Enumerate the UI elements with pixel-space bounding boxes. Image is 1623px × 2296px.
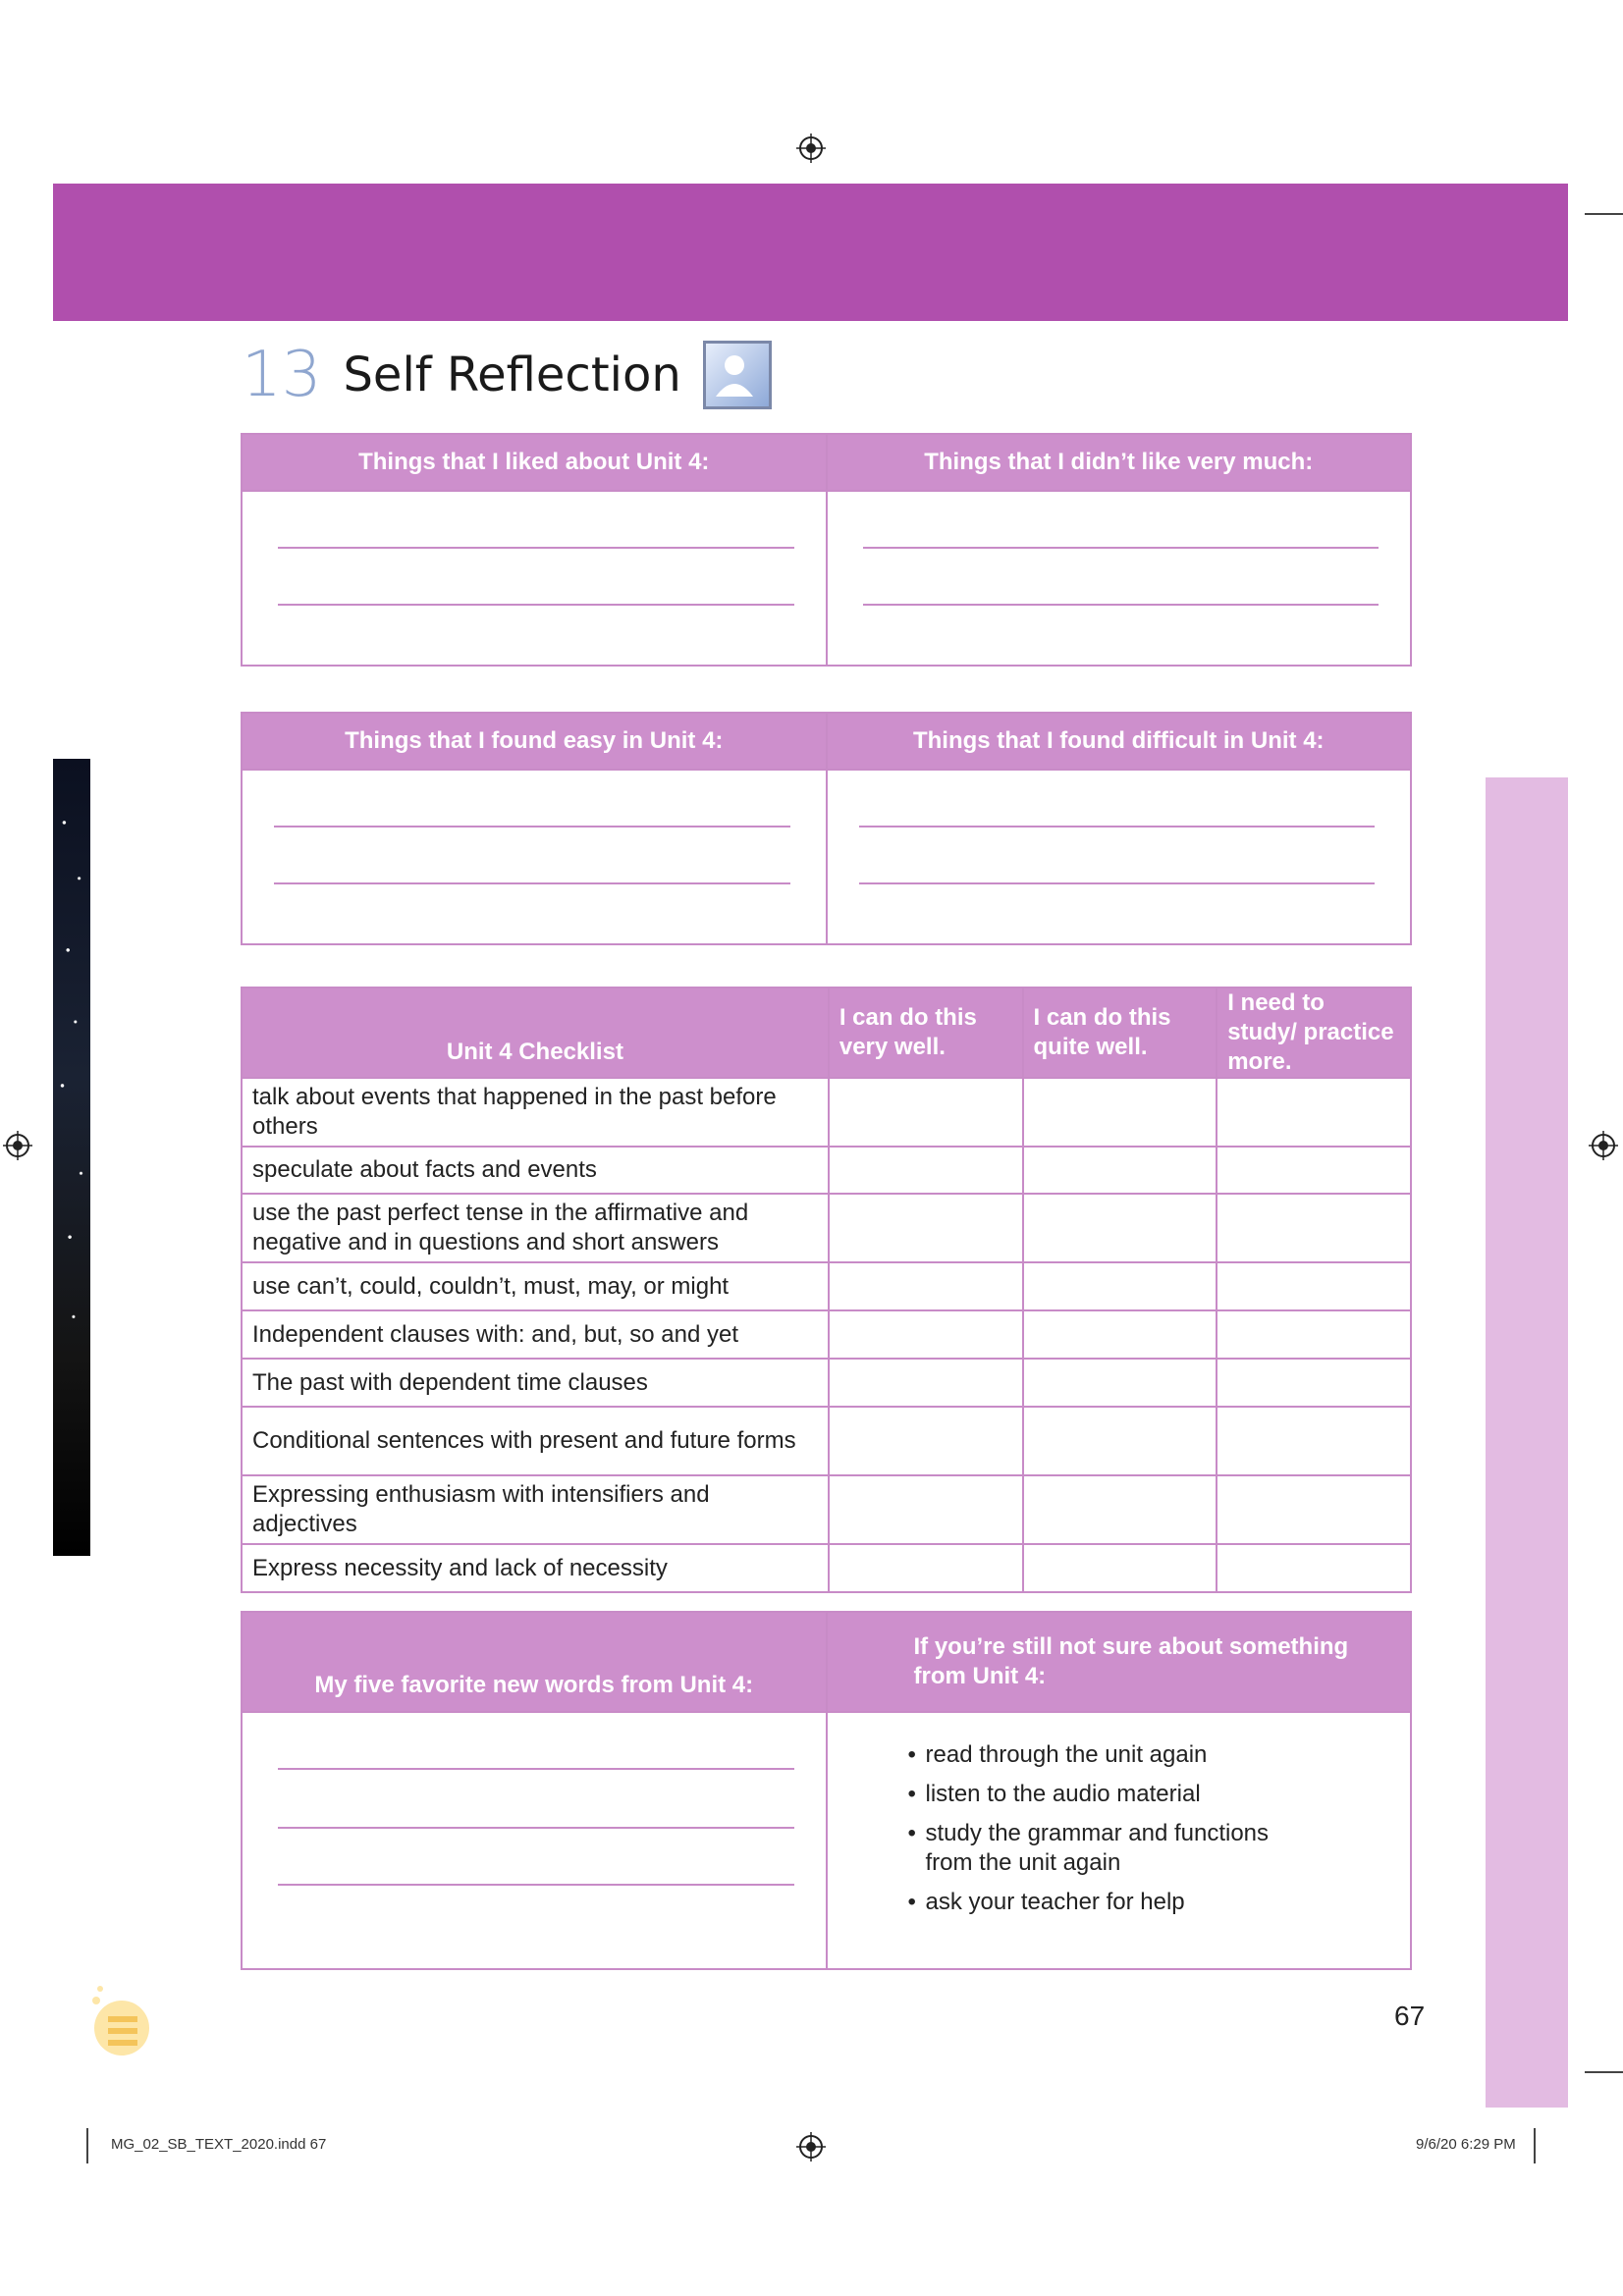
easy-difficult-table: [241, 712, 1412, 945]
registration-mark-icon: [3, 1131, 32, 1160]
writing-line: [278, 604, 794, 606]
checklist-item: The past with dependent time clauses: [242, 1359, 829, 1407]
writing-line: [859, 882, 1376, 884]
writing-line: [278, 1827, 794, 1829]
checklist-item: use can’t, could, couldn’t, must, may, or might: [242, 1262, 829, 1310]
check-cell[interactable]: [1217, 1407, 1411, 1475]
writing-line: [863, 547, 1380, 549]
checklist-item: Express necessity and lack of necessity: [242, 1544, 829, 1592]
col-study-more-header: I need to study/ practice more.: [1217, 988, 1411, 1078]
registration-mark-icon: [796, 2132, 826, 2162]
table-row: [242, 1544, 1411, 1592]
file-slug: MG_02_SB_TEXT_2020.indd 67: [111, 2136, 327, 2153]
check-cell[interactable]: [1023, 1359, 1217, 1407]
check-cell[interactable]: [829, 1262, 1023, 1310]
check-cell[interactable]: [1217, 1078, 1411, 1147]
checklist-item: Conditional sentences with present and future forms: [242, 1407, 829, 1475]
difficult-header: Things that I found difficult in Unit 4:: [827, 713, 1412, 770]
table-row: [242, 1262, 1411, 1310]
tips-list: [908, 1740, 1391, 1917]
check-cell[interactable]: [1023, 1544, 1217, 1592]
table-row: [242, 1359, 1411, 1407]
page-number: 67: [1394, 2001, 1426, 2031]
check-cell[interactable]: [1023, 1407, 1217, 1475]
checklist-item: Independent clauses with: and, but, so and yet: [242, 1310, 829, 1359]
col-quite-well-header: I can do this quite well.: [1023, 988, 1217, 1078]
table-row: [242, 1407, 1411, 1475]
unit-number: 13: [242, 339, 322, 411]
checklist-header: Unit 4 Checklist: [242, 988, 829, 1078]
check-cell[interactable]: [1023, 1147, 1217, 1194]
check-cell[interactable]: [1023, 1262, 1217, 1310]
tips-cell: [827, 1712, 1412, 1969]
check-cell[interactable]: [829, 1194, 1023, 1262]
date-slug: 9/6/20 6:29 PM: [1416, 2136, 1516, 2153]
check-cell[interactable]: [1217, 1310, 1411, 1359]
check-cell[interactable]: [1023, 1475, 1217, 1544]
table-row: [242, 1147, 1411, 1194]
list-item: • read through the unit again: [908, 1740, 1391, 1770]
publisher-logo-icon: [86, 1973, 155, 2061]
registration-mark-icon: [796, 133, 826, 163]
check-cell[interactable]: [829, 1544, 1023, 1592]
list-item: • ask your teacher for help: [908, 1888, 1391, 1917]
check-cell[interactable]: [829, 1359, 1023, 1407]
crop-mark: [86, 2128, 88, 2163]
writing-line: [278, 1768, 794, 1770]
checklist-item: use the past perfect tense in the affirmative and negative and in questions and short answers: [242, 1194, 829, 1262]
writing-line: [274, 882, 790, 884]
writing-line: [278, 1884, 794, 1886]
writing-line: [859, 826, 1376, 828]
check-cell[interactable]: [1217, 1262, 1411, 1310]
page-title: [242, 338, 772, 412]
favorite-words-writing-area[interactable]: [242, 1712, 827, 1969]
section-title: Self Reflection: [343, 347, 681, 402]
table-row: [242, 1475, 1411, 1544]
check-cell[interactable]: [829, 1407, 1023, 1475]
check-cell[interactable]: [1023, 1078, 1217, 1147]
favorite-words-table: [241, 1611, 1412, 1970]
list-item: • study the grammar and functions from the unit again: [908, 1819, 1319, 1878]
table-row: [242, 1310, 1411, 1359]
disliked-header: Things that I didn’t like very much:: [827, 434, 1412, 491]
top-banner: [53, 184, 1568, 321]
liked-header: Things that I liked about Unit 4:: [242, 434, 827, 491]
checklist-item: speculate about facts and events: [242, 1147, 829, 1194]
check-cell[interactable]: [1217, 1147, 1411, 1194]
checklist-item: talk about events that happened in the past before others: [242, 1078, 829, 1147]
check-cell[interactable]: [1217, 1544, 1411, 1592]
table-row: [242, 1194, 1411, 1262]
check-cell[interactable]: [1217, 1475, 1411, 1544]
difficult-writing-area[interactable]: [827, 770, 1412, 944]
writing-line: [863, 604, 1380, 606]
liked-writing-area[interactable]: [242, 491, 827, 666]
check-cell[interactable]: [1217, 1194, 1411, 1262]
check-cell[interactable]: [829, 1147, 1023, 1194]
check-cell[interactable]: [829, 1475, 1023, 1544]
not-sure-header: If you’re still not sure about something from Unit 4:: [827, 1612, 1412, 1712]
favorite-words-header: My five favorite new words from Unit 4:: [242, 1612, 827, 1712]
easy-header: Things that I found easy in Unit 4:: [242, 713, 827, 770]
check-cell[interactable]: [1217, 1359, 1411, 1407]
check-cell[interactable]: [1023, 1310, 1217, 1359]
table-row: [242, 1078, 1411, 1147]
registration-mark-icon: [1589, 1131, 1618, 1160]
unit-checklist-table: [241, 987, 1412, 1593]
check-cell[interactable]: [1023, 1194, 1217, 1262]
space-photo-strip: [53, 759, 90, 1556]
writing-line: [274, 826, 790, 828]
liked-disliked-table: [241, 433, 1412, 667]
crop-mark: [1534, 2128, 1536, 2163]
disliked-writing-area[interactable]: [827, 491, 1412, 666]
check-cell[interactable]: [829, 1078, 1023, 1147]
writing-line: [278, 547, 794, 549]
self-reflection-icon: [703, 341, 772, 409]
list-item: • listen to the audio material: [908, 1780, 1391, 1809]
check-cell[interactable]: [829, 1310, 1023, 1359]
side-color-strip: [1486, 777, 1568, 2108]
crop-mark: [1585, 2071, 1623, 2073]
checklist-item: Expressing enthusiasm with intensifiers and adjectives: [242, 1475, 829, 1544]
easy-writing-area[interactable]: [242, 770, 827, 944]
col-very-well-header: I can do this very well.: [829, 988, 1023, 1078]
crop-mark: [1585, 213, 1623, 215]
